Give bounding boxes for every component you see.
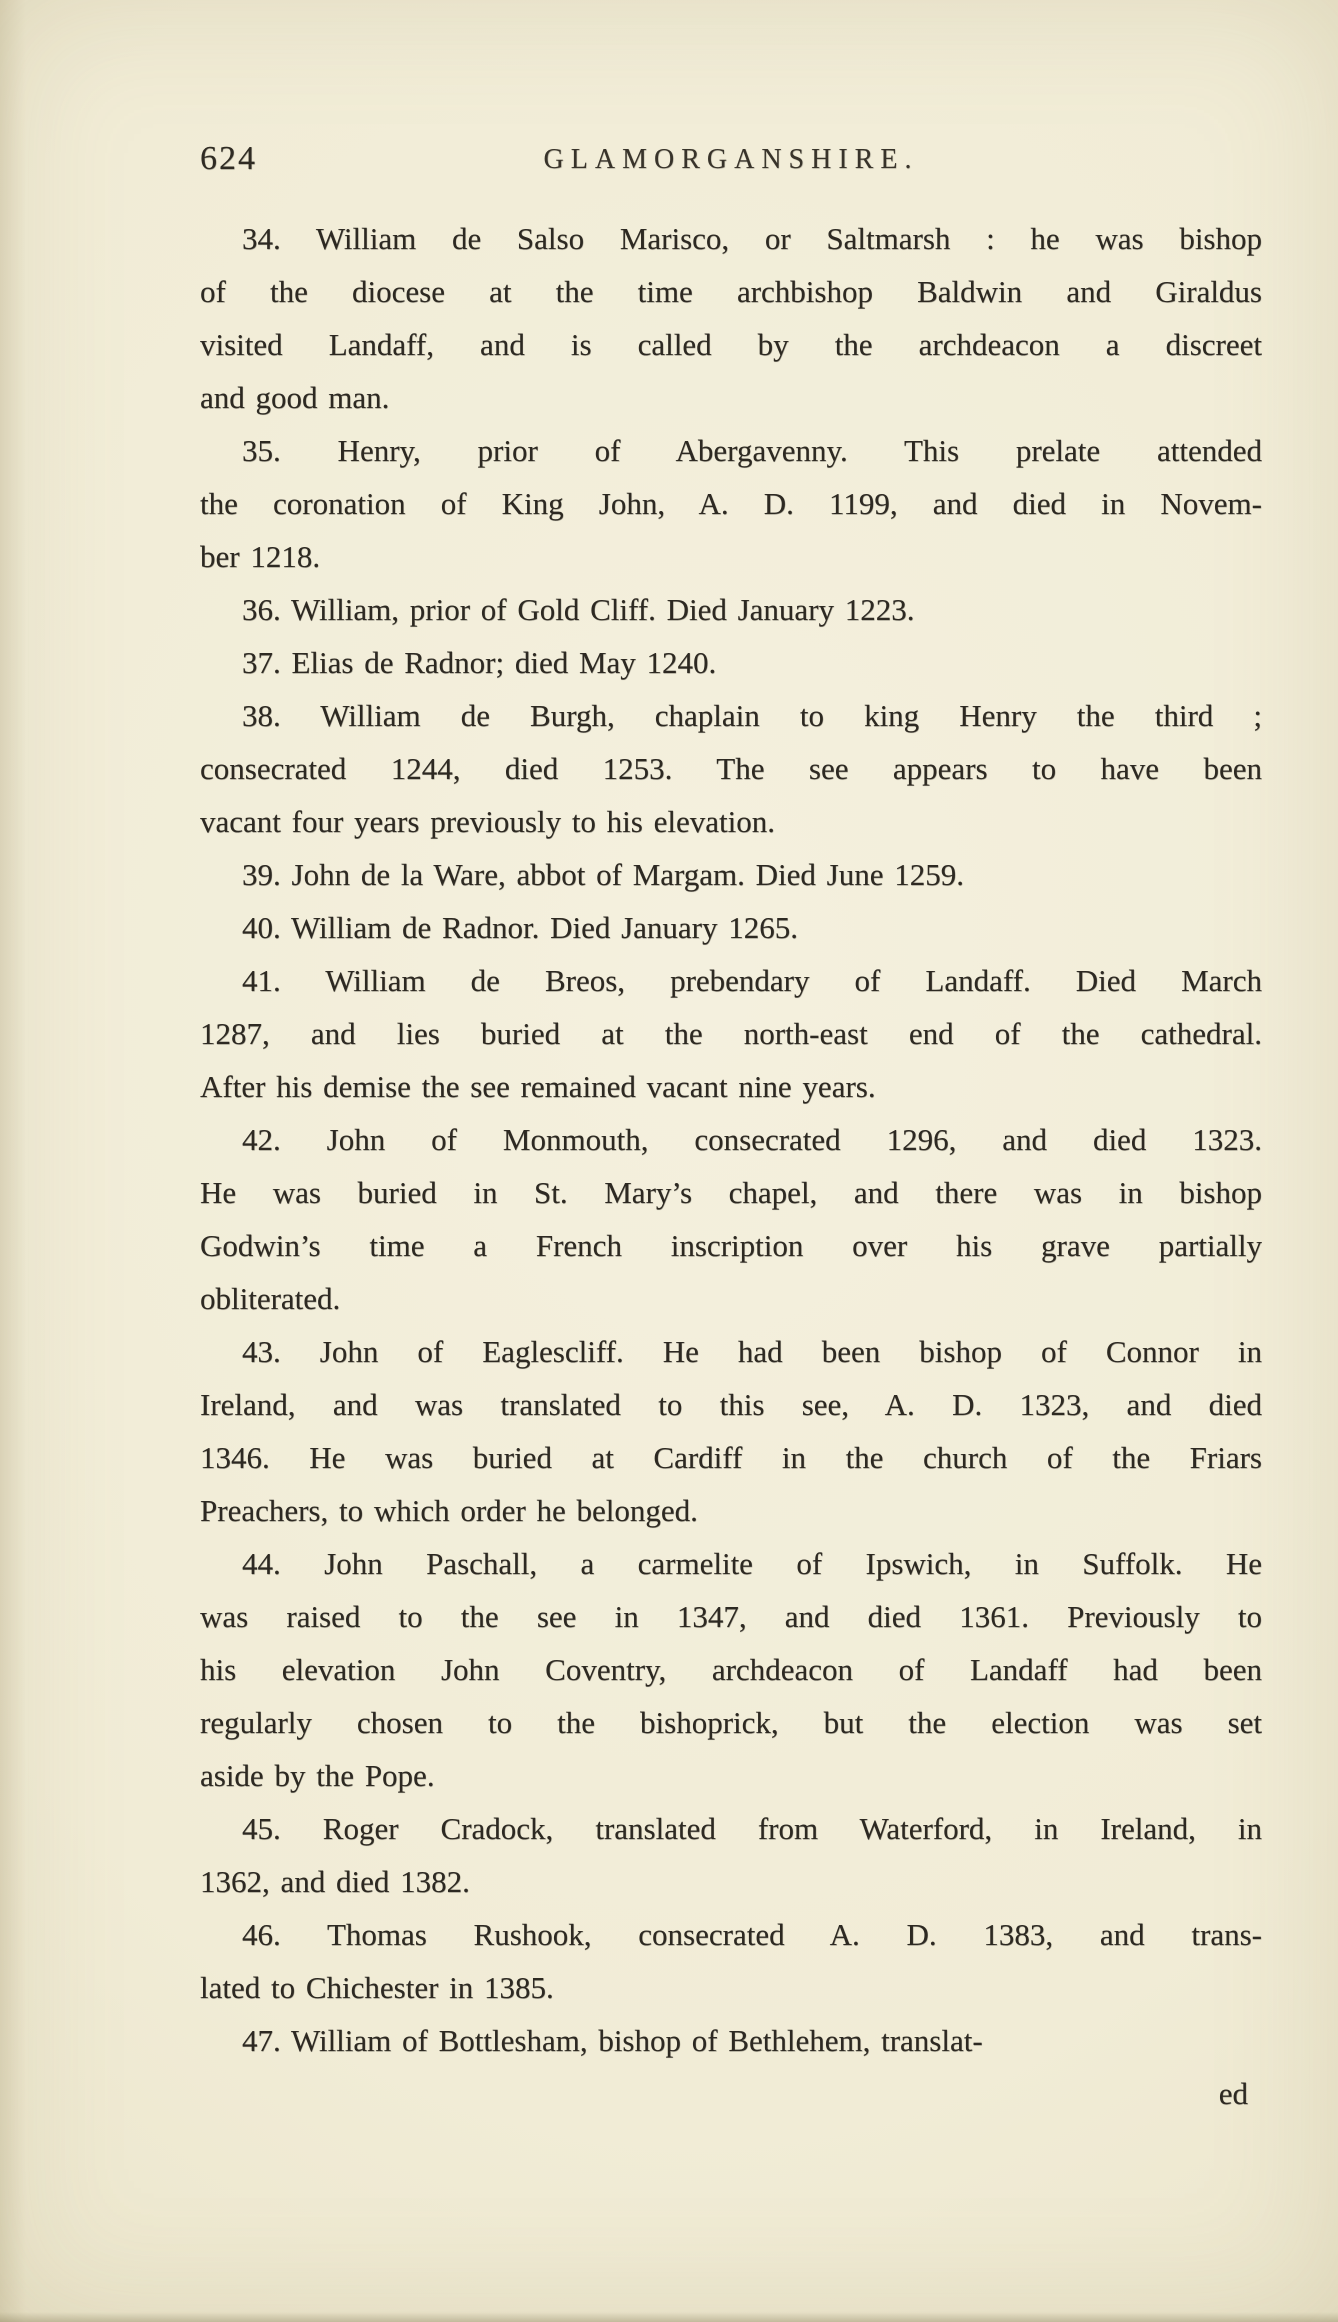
text-line: his elevation John Coventry, archdeacon of Landaff had been — [200, 1652, 1262, 1687]
page-left-edge-shading — [0, 0, 26, 2322]
text-line: Preachers, to which order he belonged. — [200, 1493, 698, 1528]
running-header-title: GLAMORGANSHIRE. — [543, 144, 919, 175]
paragraph-entry — [200, 1325, 1262, 1537]
page-bottom-edge-shading — [0, 2312, 1338, 2322]
text-line: Ireland, and was translated to this see, A. D. 1323, and died — [200, 1387, 1262, 1422]
text-line: 41. William de Breos, prebendary of Landaff. Died March — [242, 963, 1262, 998]
catchword: ed — [1218, 2076, 1248, 2111]
paragraph-entry — [200, 1113, 1262, 1325]
text-line: 45. Roger Cradock, translated from Waterford, in Ireland, in — [242, 1811, 1262, 1846]
paragraph-entry — [200, 901, 1262, 954]
text-line: 37. Elias de Radnor; died May 1240. — [242, 645, 717, 680]
text-line: Godwin’s time a French inscription over his grave partially — [200, 1228, 1262, 1263]
text-line: 1287, and lies buried at the north-east end of the cathedral. — [200, 1016, 1262, 1051]
paragraph-entry — [200, 2014, 1262, 2067]
text-line: 36. William, prior of Gold Cliff. Died January 1223. — [242, 592, 915, 627]
body-text-block — [200, 212, 1262, 2120]
page-number: 624 — [200, 140, 257, 177]
text-line: obliterated. — [200, 1281, 341, 1316]
text-line: 44. John Paschall, a carmelite of Ipswich, in Suffolk. He — [242, 1546, 1262, 1581]
text-line: the coronation of King John, A. D. 1199, and died in Novem- — [200, 486, 1262, 521]
paragraph-entry — [200, 1537, 1262, 1802]
paragraph-entry — [200, 583, 1262, 636]
text-line: 39. John de la Ware, abbot of Margam. Died June 1259. — [242, 857, 964, 892]
text-line: visited Landaff, and is called by the archdeacon a discreet — [200, 327, 1262, 362]
text-line: 1346. He was buried at Cardiff in the church of the Friars — [200, 1440, 1262, 1475]
text-line: 42. John of Monmouth, consecrated 1296, and died 1323. — [242, 1122, 1262, 1157]
text-line: consecrated 1244, died 1253. The see appears to have been — [200, 751, 1262, 786]
text-line: was raised to the see in 1347, and died 1361. Previously to — [200, 1599, 1262, 1634]
text-line: 34. William de Salso Marisco, or Saltmarsh : he was bishop — [242, 221, 1262, 256]
text-line: 46. Thomas Rushook, consecrated A. D. 1383, and trans- — [242, 1917, 1262, 1952]
text-line: and good man. — [200, 380, 390, 415]
paragraph-entry — [200, 424, 1262, 583]
text-line: 40. William de Radnor. Died January 1265. — [242, 910, 799, 945]
text-line: vacant four years previously to his elevation. — [200, 804, 775, 839]
text-line: aside by the Pope. — [200, 1758, 435, 1793]
text-line: lated to Chichester in 1385. — [200, 1970, 554, 2005]
paragraph-entry — [200, 689, 1262, 848]
text-line: ber 1218. — [200, 539, 321, 574]
text-line: 47. William of Bottlesham, bishop of Bethlehem, translat- — [242, 2023, 983, 2058]
text-line: He was buried in St. Mary’s chapel, and there was in bishop — [200, 1175, 1262, 1210]
text-line: 35. Henry, prior of Abergavenny. This prelate attended — [242, 433, 1262, 468]
paragraph-entry — [200, 1908, 1262, 2014]
paragraph-entry — [200, 848, 1262, 901]
text-line: of the diocese at the time archbishop Baldwin and Giraldus — [200, 274, 1262, 309]
text-line: 38. William de Burgh, chaplain to king Henry the third ; — [242, 698, 1262, 733]
paragraph-entry — [200, 636, 1262, 689]
paragraph-entry — [200, 954, 1262, 1113]
paragraph-entry — [200, 1802, 1262, 1908]
text-line: 1362, and died 1382. — [200, 1864, 470, 1899]
text-line: regularly chosen to the bishoprick, but the election was set — [200, 1705, 1262, 1740]
text-line: 43. John of Eaglescliff. He had been bishop of Connor in — [242, 1334, 1262, 1369]
catchword-row — [200, 2067, 1262, 2120]
text-line: After his demise the see remained vacant nine years. — [200, 1069, 876, 1104]
running-head — [200, 138, 1262, 186]
paragraph-entry — [200, 212, 1262, 424]
